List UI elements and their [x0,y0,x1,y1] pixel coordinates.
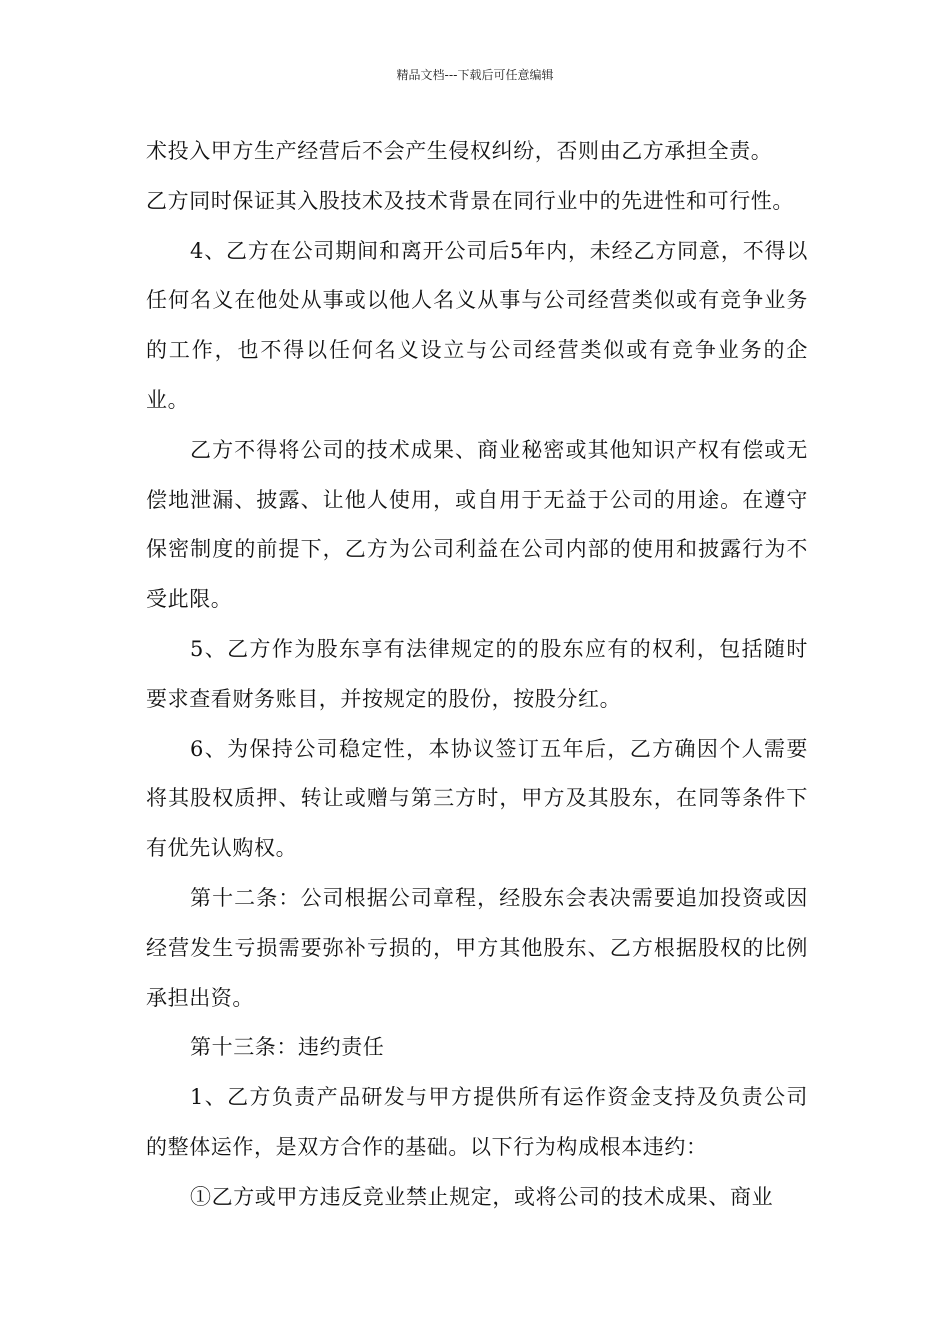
page-header: 精品文档---下载后可任意编辑 [396,68,554,82]
paragraph: 乙方不得将公司的技术成果、商业秘密或其他知识产权有偿或无偿地泄漏、披露、让他人使用，或自用于无益于公司的用途。在遵守保密制度的前提下，乙方为公司利益在公司内部的使用和披露行为不受此限。 [146,437,808,612]
paragraph: 1、乙方负责产品研发与甲方提供所有运作资金支持及负责公司的整体运作，是双方合作的基础。以下行为构成根本违约： [146,1085,808,1159]
paragraph: ①乙方或甲方违反竞业禁止规定，或将公司的技术成果、商业 [190,1184,774,1209]
paragraph: 乙方同时保证其入股技术及技术背景在同行业中的先进性和可行性。 [146,188,794,213]
document-body [146,127,808,1223]
paragraph: 术投入甲方生产经营后不会产生侵权纠纷，否则由乙方承担全责。 [146,139,773,163]
paragraph: 4、乙方在公司期间和离开公司后5年内，未经乙方同意，不得以任何名义在他处从事或以他人名义从事与公司经营类似或有竞争业务的工作，也不得以任何名义设立与公司经营类似或有竞争业务的企业。 [146,238,808,412]
paragraph: 第十二条：公司根据公司章程，经股东会表决需要追加投资或因经营发生亏损需要弥补亏损的，甲方其他股东、乙方根据股权的比例承担出资。 [146,885,808,1010]
section-heading: 第十三条：违约责任 [190,1035,385,1060]
paragraph: 6、为保持公司稳定性，本协议签订五年后，乙方确因个人需要将其股权质押、转让或赠与第三方时，甲方及其股东，在同等条件下有优先认购权。 [146,736,808,861]
paragraph: 5、乙方作为股东享有法律规定的的股东应有的权利，包括随时要求查看财务账目，并按规定的股份，按股分红。 [146,636,808,711]
